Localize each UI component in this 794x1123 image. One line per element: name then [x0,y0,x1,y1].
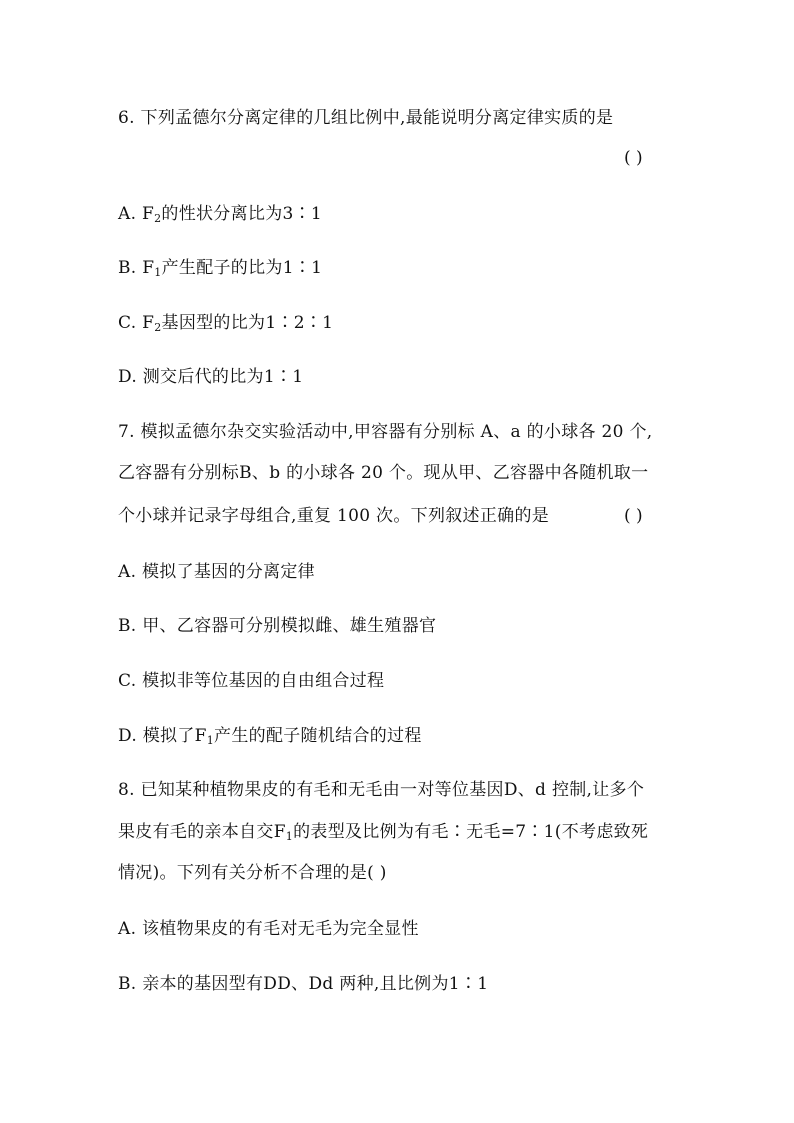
q7-option-a: A. 模拟了基因的分离定律 [118,562,315,582]
q6-option-d: D. 测交后代的比为1∶1 [118,367,304,387]
q6-option-b: B. $F_1$产生配子的比为1∶1 [118,258,323,279]
q6-stem: 6. 下列孟德尔分离定律的几组比例中,最能说明分离定律实质的是 [118,108,614,128]
q8-option-a: A. 该植物果皮的有毛对无毛为完全显性 [118,919,419,939]
q7-option-d: D. 模拟了$F_1$产生的配子随机结合的过程 [118,726,422,747]
q6-option-a: A. $F_2$的性状分离比为3∶1 [118,204,323,225]
q7-stem-line-3: 个小球并记录字母组合,重复 100 次。下列叙述正确的是 [118,506,550,526]
q8-stem-line-2: 果皮有毛的亲本自交$F_1$的表型及比例为有毛∶无毛=7∶1(不考虑致死 [118,822,649,843]
q8-stem-line-1: 8. 已知某种植物果皮的有毛和无毛由一对等位基因D、d 控制,让多个 [118,780,645,800]
q8-option-b: B. 亲本的基因型有DD、Dd 两种,且比例为1∶1 [118,974,489,994]
q6-option-c: C. $F_2$基因型的比为1∶2∶1 [118,313,334,334]
q7-stem-line-1: 7. 模拟孟德尔杂交实验活动中,甲容器有分别标 A、a 的小球各 20 个, [118,422,653,442]
q6-answer-bracket: ( ) [624,148,643,168]
q8-stem-line-3: 情况)。下列有关分析不合理的是( ) [118,863,387,883]
q7-option-b: B. 甲、乙容器可分别模拟雌、雄生殖器官 [118,616,437,636]
q7-stem-line-2: 乙容器有分别标B、b 的小球各 20 个。现从甲、乙容器中各随机取一 [118,463,649,483]
q7-answer-bracket: ( ) [624,506,643,526]
q7-option-c: C. 模拟非等位基因的自由组合过程 [118,671,385,691]
